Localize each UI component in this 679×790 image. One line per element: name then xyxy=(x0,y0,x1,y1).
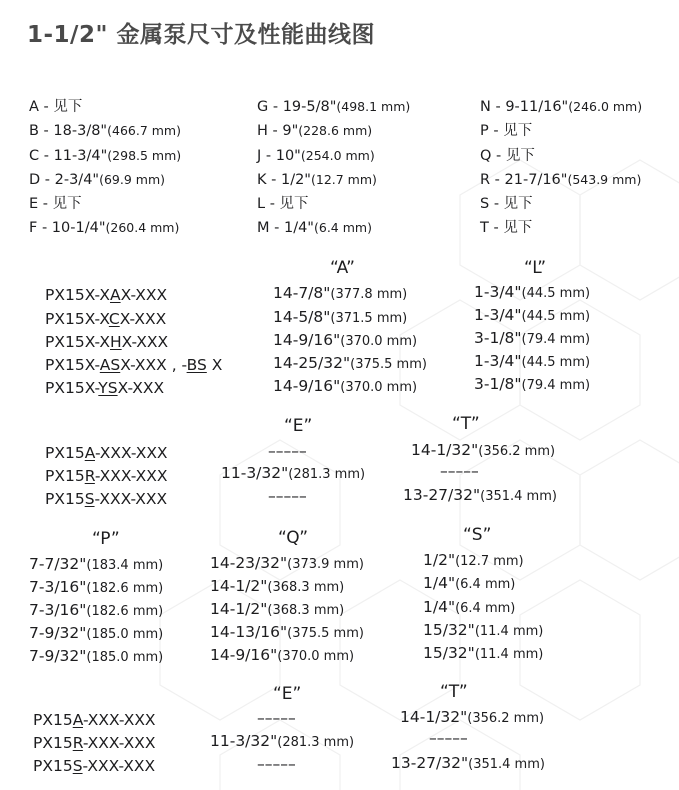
model-code: A xyxy=(84,444,95,462)
value-a xyxy=(273,354,427,372)
value-inch: 14-25/32" xyxy=(273,354,351,372)
dimension-j xyxy=(257,144,410,168)
value-l xyxy=(474,375,590,393)
value-mm: (182.6 mm) xyxy=(86,581,164,596)
value-inch: 15/32" xyxy=(423,644,475,662)
header-q: “Q” xyxy=(278,528,309,548)
value-l xyxy=(474,352,590,370)
model-number xyxy=(45,333,168,351)
value-e xyxy=(257,755,296,773)
model-suffix: -XXX-XXX xyxy=(94,490,168,508)
value-inch: 7-9/32" xyxy=(29,647,87,665)
dimension-a xyxy=(29,95,181,119)
value-s xyxy=(423,574,515,592)
value-mm: (377.8 mm) xyxy=(330,287,408,302)
value-s xyxy=(423,621,543,639)
dim-key: S - xyxy=(480,196,504,213)
value-p xyxy=(29,601,163,619)
value-inch: 7-3/16" xyxy=(29,601,87,619)
value-inch: 14-9/16" xyxy=(273,331,341,349)
dim-key: D - xyxy=(29,171,55,188)
value-inch: 14-23/32" xyxy=(210,554,288,572)
header-a: “A” xyxy=(330,258,355,278)
dimension-d xyxy=(29,168,181,192)
header-l: “L” xyxy=(524,258,547,278)
header-s: “S” xyxy=(463,525,492,545)
dim-value: 11-3/4" xyxy=(53,147,108,164)
model-prefix: PX15X- xyxy=(45,379,99,397)
value-inch: 1-3/4" xyxy=(474,306,522,324)
page-title: 1-1/2" 金属泵尺寸及性能曲线图 xyxy=(27,22,375,48)
model-prefix: PX15X-X xyxy=(45,333,110,351)
value-inch: 7-7/32" xyxy=(29,555,87,573)
value-e xyxy=(221,464,365,482)
value-mm: (371.5 mm) xyxy=(330,311,408,326)
value-mm: (79.4 mm) xyxy=(521,378,591,393)
value-inch: 7-3/16" xyxy=(29,578,87,596)
dim-key: C - xyxy=(29,147,54,164)
value-e xyxy=(257,709,296,727)
dim-key: N - xyxy=(480,99,506,115)
dim-value: 1/4" xyxy=(283,220,314,237)
dim-value: 18-3/8" xyxy=(53,123,108,140)
value-mm: (281.3 mm) xyxy=(288,467,366,482)
model-prefix: PX15X-X xyxy=(45,310,109,328)
model-suffix: -XXX-XXX xyxy=(82,734,156,752)
dimension-g xyxy=(257,95,410,119)
value-t xyxy=(411,441,555,459)
header-t: “T” xyxy=(440,682,468,702)
dim-key: A - xyxy=(29,99,54,115)
dimension-list-column-2 xyxy=(257,95,410,241)
value-inch: 14-1/32" xyxy=(411,441,479,459)
dimension-f xyxy=(29,216,181,240)
value-inch: 3-1/8" xyxy=(474,329,522,347)
dim-value: 2-3/4" xyxy=(54,171,100,188)
value-mm: (11.4 mm) xyxy=(474,647,544,662)
value-mm: (370.0 mm) xyxy=(340,380,418,395)
value-mm: (44.5 mm) xyxy=(521,309,591,324)
model-suffix: X-XXX xyxy=(120,356,167,374)
value-mm: (351.4 mm) xyxy=(480,489,557,504)
dim-key: B - xyxy=(29,123,54,140)
dim-metric: (498.1 mm) xyxy=(336,99,411,114)
dimension-t xyxy=(480,216,642,240)
model-extra-prefix: , - xyxy=(166,356,187,374)
dim-metric: (246.0 mm) xyxy=(568,99,643,114)
value-mm: (12.7 mm) xyxy=(455,554,524,569)
model-number xyxy=(45,310,166,328)
model-prefix: PX15 xyxy=(45,490,85,508)
model-suffix: -XXX-XXX xyxy=(82,711,156,729)
value-inch: ––––– xyxy=(268,442,307,460)
dim-value: 见下 xyxy=(53,99,83,115)
value-inch: 14-5/8" xyxy=(273,308,331,326)
dim-key: T - xyxy=(480,220,504,237)
dimension-list-column-1 xyxy=(29,95,181,241)
dim-metric: (12.7 mm) xyxy=(310,171,377,187)
dimension-p xyxy=(480,119,642,143)
value-inch: 1-3/4" xyxy=(474,352,522,370)
value-s xyxy=(423,644,543,662)
model-code: YS xyxy=(98,379,118,397)
dim-key: E - xyxy=(29,196,53,213)
dim-metric: (543.9 mm) xyxy=(567,171,642,187)
value-q xyxy=(210,600,344,618)
value-p xyxy=(29,624,163,642)
dim-metric: (298.5 mm) xyxy=(107,147,182,163)
value-inch: 15/32" xyxy=(423,621,475,639)
dim-value: 见下 xyxy=(279,196,309,213)
value-a xyxy=(273,284,407,302)
dimension-k xyxy=(257,168,410,192)
value-mm: (182.6 mm) xyxy=(86,604,164,619)
model-code: AS xyxy=(99,356,121,374)
value-mm: (368.3 mm) xyxy=(267,603,345,618)
model-number xyxy=(45,356,222,374)
value-inch: 3-1/8" xyxy=(474,375,522,393)
value-mm: (6.4 mm) xyxy=(455,577,516,592)
model-number xyxy=(45,379,164,397)
dim-value: 见下 xyxy=(52,196,82,213)
dim-metric: (260.4 mm) xyxy=(105,220,180,236)
value-inch: 11-3/32" xyxy=(221,464,289,482)
dimension-q xyxy=(480,144,642,168)
dim-metric: (228.6 mm) xyxy=(298,123,373,139)
model-number xyxy=(45,467,167,485)
dim-key: P - xyxy=(480,123,504,140)
model-number xyxy=(45,286,167,304)
dim-metric: (6.4 mm) xyxy=(313,220,372,236)
dimension-list-column-3 xyxy=(480,95,642,241)
dimension-s xyxy=(480,192,642,216)
dimension-m xyxy=(257,216,410,240)
value-a xyxy=(273,331,417,349)
value-mm: (183.4 mm) xyxy=(86,558,164,573)
value-mm: (44.5 mm) xyxy=(521,286,591,301)
dim-value: 10" xyxy=(275,147,301,164)
value-inch: ––––– xyxy=(440,462,479,480)
model-extra-code: BS xyxy=(186,356,207,374)
model-prefix: PX15 xyxy=(45,467,85,485)
value-inch: 14-7/8" xyxy=(273,284,331,302)
value-t xyxy=(440,462,479,480)
model-suffix: -XXX-XXX xyxy=(82,757,156,775)
dimension-n xyxy=(480,95,642,119)
model-prefix: PX15 xyxy=(33,734,73,752)
model-code: S xyxy=(84,490,95,508)
value-inch: 14-9/16" xyxy=(210,646,278,664)
model-number xyxy=(45,490,167,508)
value-mm: (373.9 mm) xyxy=(287,557,364,572)
value-l xyxy=(474,283,590,301)
value-l xyxy=(474,306,590,324)
value-inch: 1/4" xyxy=(423,598,456,616)
value-mm: (351.4 mm) xyxy=(468,757,545,772)
value-t xyxy=(391,754,545,772)
model-prefix: PX15 xyxy=(33,711,73,729)
model-prefix: PX15 xyxy=(33,757,73,775)
model-code: A xyxy=(72,711,83,729)
model-number xyxy=(45,444,168,462)
dim-key: J - xyxy=(257,147,276,164)
model-number xyxy=(33,757,155,775)
value-inch: ––––– xyxy=(257,709,296,727)
dim-value: 见下 xyxy=(503,123,533,140)
value-e xyxy=(268,487,307,505)
value-q xyxy=(210,646,354,664)
dimension-e xyxy=(29,192,181,216)
model-code: A xyxy=(109,286,121,304)
header-e: “E” xyxy=(284,416,313,436)
value-mm: (375.5 mm) xyxy=(287,626,364,641)
value-mm: (185.0 mm) xyxy=(86,627,164,642)
dim-value: 10-1/4" xyxy=(51,220,106,237)
value-t xyxy=(403,486,557,504)
value-p xyxy=(29,578,163,596)
value-mm: (356.2 mm) xyxy=(478,444,556,459)
value-inch: 1/2" xyxy=(423,551,456,569)
header-p: “P” xyxy=(92,529,120,549)
value-inch: 1/4" xyxy=(423,574,456,592)
model-code: S xyxy=(72,757,83,775)
dimension-r xyxy=(480,168,642,192)
value-mm: (370.0 mm) xyxy=(277,649,355,664)
model-code: R xyxy=(84,467,95,485)
model-suffix: -XXX-XXX xyxy=(94,444,168,462)
dim-key: M - xyxy=(257,220,284,237)
model-suffix: X-XXX xyxy=(119,310,167,328)
value-mm: (79.4 mm) xyxy=(521,332,591,347)
dim-metric: (466.7 mm) xyxy=(107,123,181,139)
value-mm: (375.5 mm) xyxy=(350,357,427,372)
dimension-l xyxy=(257,192,410,216)
model-code: C xyxy=(108,310,120,328)
value-inch: 14-9/16" xyxy=(273,377,341,395)
value-inch: ––––– xyxy=(257,755,296,773)
dim-key: H - xyxy=(257,123,283,140)
value-mm: (185.0 mm) xyxy=(86,650,164,665)
header-t: “T” xyxy=(452,414,480,434)
value-mm: (281.3 mm) xyxy=(277,735,355,750)
value-mm: (370.0 mm) xyxy=(340,334,418,349)
model-suffix: -XXX-XXX xyxy=(94,467,168,485)
dim-value: 19-5/8" xyxy=(282,99,337,115)
header-e: “E” xyxy=(273,684,302,704)
value-q xyxy=(210,577,344,595)
value-inch: 13-27/32" xyxy=(403,486,481,504)
model-extra-suffix: X xyxy=(206,356,223,374)
value-t xyxy=(400,708,544,726)
value-l xyxy=(474,329,590,347)
value-t xyxy=(429,729,468,747)
model-prefix: PX15X-X xyxy=(45,286,110,304)
dim-key: G - xyxy=(257,99,283,115)
dim-value: 9" xyxy=(282,123,299,140)
value-mm: (6.4 mm) xyxy=(455,601,516,616)
dimension-h xyxy=(257,119,410,143)
dimension-c xyxy=(29,144,181,168)
model-code: H xyxy=(109,333,122,351)
dim-value: 见下 xyxy=(503,220,533,237)
value-inch: 11-3/32" xyxy=(210,732,278,750)
dim-key: R - xyxy=(480,171,505,188)
value-inch: ––––– xyxy=(268,487,307,505)
dim-key: L - xyxy=(257,196,280,213)
value-p xyxy=(29,647,163,665)
dim-value: 见下 xyxy=(505,147,535,164)
model-number xyxy=(33,711,156,729)
value-mm: (356.2 mm) xyxy=(467,711,545,726)
model-suffix: X-XXX xyxy=(121,333,169,351)
value-p xyxy=(29,555,163,573)
value-inch: ––––– xyxy=(429,729,468,747)
dim-value: 1/2" xyxy=(280,171,311,188)
value-a xyxy=(273,377,417,395)
value-s xyxy=(423,598,515,616)
value-a xyxy=(273,308,407,326)
dim-key: K - xyxy=(257,171,281,188)
value-mm: (11.4 mm) xyxy=(474,624,544,639)
value-e xyxy=(268,442,307,460)
value-q xyxy=(210,623,364,641)
value-e xyxy=(210,732,354,750)
value-inch: 1-3/4" xyxy=(474,283,522,301)
dim-value: 见下 xyxy=(503,196,533,213)
value-mm: (44.5 mm) xyxy=(521,355,591,370)
model-number xyxy=(33,734,155,752)
dimension-b xyxy=(29,119,181,143)
model-suffix: X-XXX xyxy=(120,286,168,304)
model-suffix: X-XXX xyxy=(117,379,165,397)
model-prefix: PX15X- xyxy=(45,356,100,374)
dim-key: F - xyxy=(29,220,52,237)
dim-metric: (254.0 mm) xyxy=(300,147,375,163)
value-inch: 14-1/32" xyxy=(400,708,468,726)
model-prefix: PX15 xyxy=(45,444,85,462)
value-inch: 7-9/32" xyxy=(29,624,87,642)
dim-key: Q - xyxy=(480,147,506,164)
model-code: R xyxy=(72,734,83,752)
value-inch: 14-1/2" xyxy=(210,577,268,595)
value-inch: 14-13/16" xyxy=(210,623,288,641)
value-inch: 13-27/32" xyxy=(391,754,469,772)
value-s xyxy=(423,551,524,569)
dim-metric: (69.9 mm) xyxy=(99,171,166,187)
dim-value: 21-7/16" xyxy=(504,171,568,188)
value-q xyxy=(210,554,364,572)
dim-value: 9-11/16" xyxy=(505,99,569,115)
value-mm: (368.3 mm) xyxy=(267,580,345,595)
value-inch: 14-1/2" xyxy=(210,600,268,618)
